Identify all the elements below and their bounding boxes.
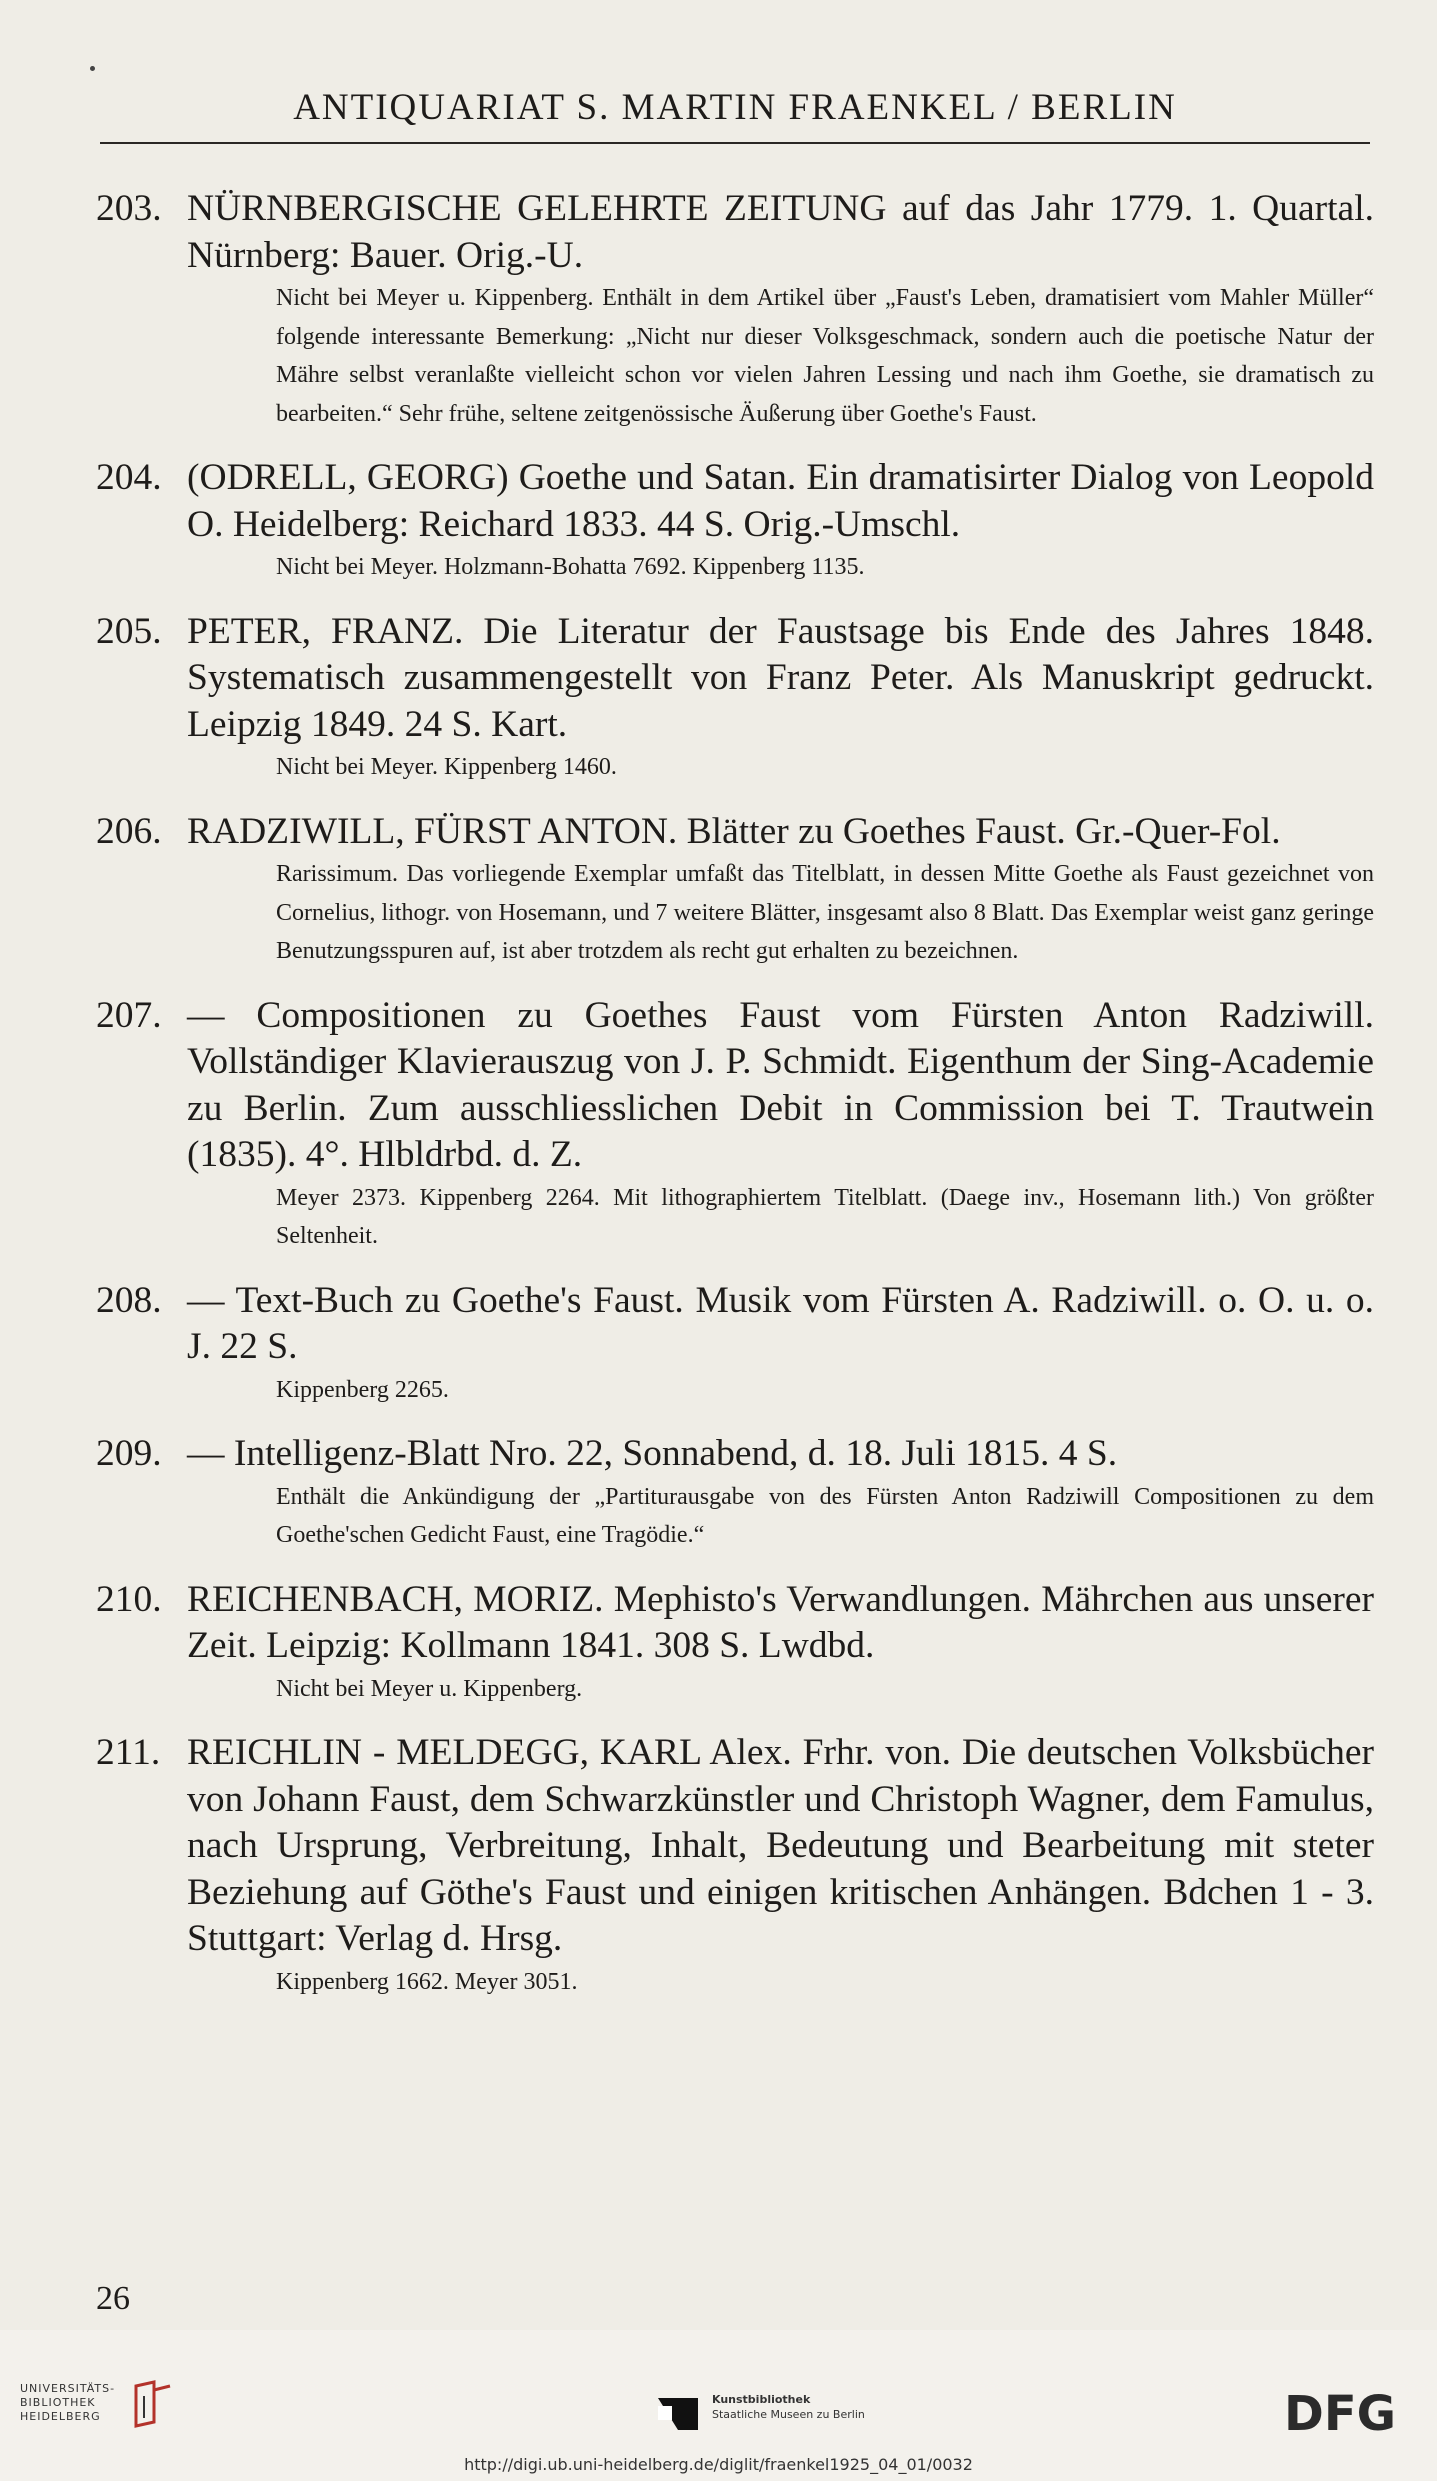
catalog-entry xyxy=(96,1278,1374,1410)
entry-number: 204. xyxy=(96,457,162,498)
entry-number: 210. xyxy=(96,1578,162,1620)
entry-title: — Text-Buch zu Goethe's Faust. Musik vom Fürsten A. Radziwill. o. O. u. o. J. 22 S. xyxy=(187,1279,1374,1367)
entry-note: Meyer 2373. Kippenberg 2264. Mit lithographiertem Titelblatt. (Daege inv., Hosemann lith.) Von größter Seltenheit. xyxy=(276,1184,1374,1249)
entry-note: Enthält die Ankündigung der „Partiturausgabe von des Fürsten Anton Radziwill Compositionen zu dem Goethe'schen Gedicht Faust, eine Tragödie.“ xyxy=(276,1483,1374,1548)
entry-note: Nicht bei Meyer u. Kippenberg. Enthält in dem Artikel über „Faust's Leben, dramatisiert vom Mahler Müller“ folgende interessante Bemerkung: „Nicht nur dieser Volksgeschmack, sondern auch die poetische Natur der Mähre selbst veranlaßte vielleicht schon vor vielen Jahren Lessing und nach ihm Goethe, sie dramatisch zu bearbeiten.“ Sehr frühe, seltene zeitgenössische Äußerung über Goethe's Faust. xyxy=(276,285,1374,427)
entry-title: — Compositionen zu Goethes Faust vom Fürsten Anton Radziwill. Vollständiger Klavierauszug von J. P. Schmidt. Eigenthum der Sing-Academie zu Berlin. Zum ausschliesslichen Debit in Commission bei T. Trautwein (1835). 4°. Hlbldrbd. d. Z. xyxy=(187,994,1374,1175)
entry-number: 205. xyxy=(96,610,162,652)
catalog-entry xyxy=(96,809,1374,971)
entry-note: Nicht bei Meyer. Holzmann-Bohatta 7692. Kippenberg 1135. xyxy=(276,554,865,580)
source-url[interactable]: http://digi.ub.uni-heidelberg.de/diglit/fraenkel1925_04_01/0032 xyxy=(464,2455,973,2474)
header-rule xyxy=(100,142,1370,144)
catalog-entry xyxy=(96,1577,1374,1709)
catalog-entry xyxy=(96,186,1374,433)
entry-title: — Intelligenz-Blatt Nro. 22, Sonnabend, d. 18. Juli 1815. 4 S. xyxy=(187,1433,1118,1474)
entry-title: REICHLIN - MELDEGG, KARL Alex. Frhr. von. Die deutschen Volksbücher von Johann Faust, dem Schwarzkünstler und Christoph Wagner, dem Famulus, nach Ursprung, Verbreitung, Inhalt, Bedeutung und Bearbeitung mit steter Beziehung auf Göthe's Faust und einigen kritischen Anhängen. Bdchen 1 - 3. Stuttgart: Verlag d. Hrsg. xyxy=(187,1732,1374,1959)
entry-note: Nicht bei Meyer. Kippenberg 1460. xyxy=(276,754,617,780)
entry-note: Rarissimum. Das vorliegende Exemplar umfaßt das Titelblatt, in dessen Mitte Goethe als Faust gezeichnet von Cornelius, lithogr. von Hosemann, und 7 weitere Blätter, insgesamt also 8 Blatt. Das Exemplar weist ganz geringe Benutzungsspuren auf, ist aber trotzdem als recht gut erhalten zu bezeichnen. xyxy=(276,861,1374,964)
ink-dot xyxy=(90,66,95,71)
entry-title: PETER, FRANZ. Die Literatur der Faustsage bis Ende des Jahres 1848. Systematisch zusammengestellt von Franz Peter. Als Manuskript gedruckt. Leipzig 1849. 24 S. Kart. xyxy=(187,610,1374,745)
entry-number: 208. xyxy=(96,1279,162,1321)
kunstbibliothek-logo-icon[interactable] xyxy=(656,2396,700,2436)
entry-title: NÜRNBERGISCHE GELEHRTE ZEITUNG auf das Jahr 1779. 1. Quartal. Nürnberg: Bauer. Orig.-U. xyxy=(187,188,1374,276)
catalog-entry xyxy=(96,1730,1374,2001)
entry-title: (ODRELL, GEORG) Goethe und Satan. Ein dramatisirter Dialog von Leopold O. Heidelberg: Reichard 1833. 44 S. Orig.-Umschl. xyxy=(187,457,1374,545)
catalog-entry xyxy=(96,455,1374,587)
dfg-logo-icon[interactable] xyxy=(1282,2388,1422,2438)
entry-number: 209. xyxy=(96,1433,162,1474)
svg-text:DFG: DFG xyxy=(1284,2388,1397,2434)
entry-number: 203. xyxy=(96,188,162,229)
entry-title: REICHENBACH, MORIZ. Mephisto's Verwandlungen. Mährchen aus unserer Zeit. Leipzig: Kollmann 1841. 308 S. Lwdbd. xyxy=(187,1578,1374,1666)
university-library-label: UNIVERSITÄTS- BIBLIOTHEK HEIDELBERG xyxy=(20,2382,116,2423)
entry-title: RADZIWILL, FÜRST ANTON. Blätter zu Goethes Faust. Gr.-Quer-Fol. xyxy=(187,810,1281,852)
catalog-entries xyxy=(96,186,1374,2023)
entry-number: 206. xyxy=(96,810,162,852)
catalog-entry xyxy=(96,993,1374,1256)
entry-note: Nicht bei Meyer u. Kippenberg. xyxy=(276,1675,583,1702)
page-number: 26 xyxy=(96,2280,130,2317)
page-header: ANTIQUARIAT S. MARTIN FRAENKEL / BERLIN xyxy=(293,87,1177,128)
kunstbibliothek-label: Kunstbibliothek Staatliche Museen zu Berlin xyxy=(712,2393,865,2421)
entry-note: Kippenberg 1662. Meyer 3051. xyxy=(276,1968,578,1995)
uni-heidelberg-logo-icon[interactable] xyxy=(130,2378,176,2432)
footer-bar xyxy=(0,2372,1437,2442)
entry-number: 207. xyxy=(96,994,162,1036)
catalog-entry xyxy=(96,1431,1374,1555)
entry-number: 211. xyxy=(96,1732,161,1773)
catalog-entry xyxy=(96,609,1374,787)
entry-note: Kippenberg 2265. xyxy=(276,1376,449,1403)
